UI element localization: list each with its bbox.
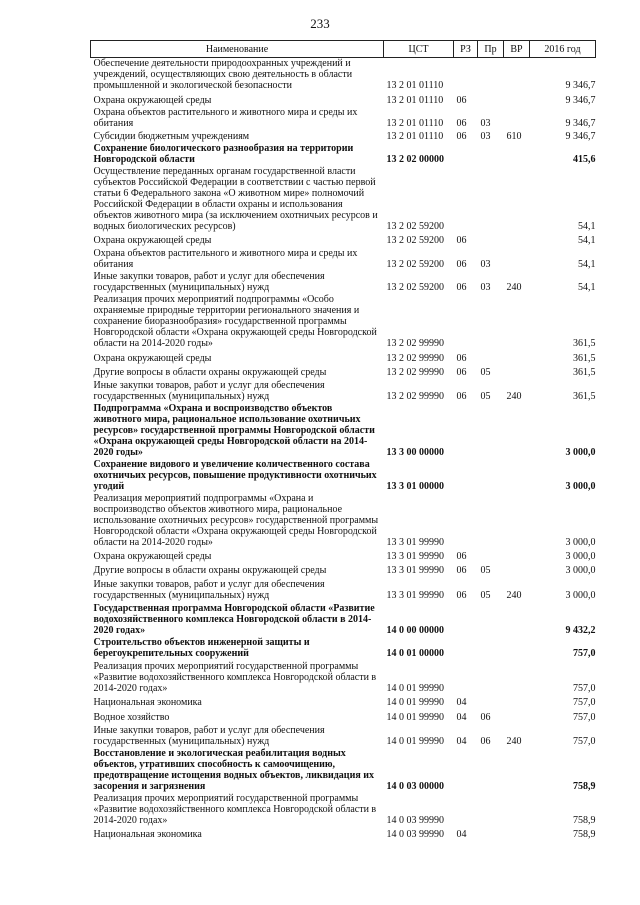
row-rz — [454, 637, 478, 660]
row-amount: 9 346,7 — [565, 95, 596, 106]
row-amount: 361,5 — [573, 367, 596, 378]
row-pr — [478, 58, 504, 93]
row-amount: 758,9 — [573, 815, 596, 826]
header-amount: 2016 год — [530, 41, 596, 58]
row-name: Сохранение биологического разнообразия на территории Новгородской области — [93, 143, 354, 165]
row-vr — [504, 166, 530, 233]
row-code: 13 3 01 99990 — [386, 590, 444, 601]
row-code: 14 0 03 99990 — [386, 815, 444, 826]
row-pr — [478, 459, 504, 493]
row-rz — [454, 459, 478, 493]
table-row — [91, 724, 596, 748]
row-vr — [504, 549, 530, 563]
row-code: 13 3 01 99990 — [386, 565, 444, 576]
row-name: Реализация прочих мероприятий подпрограммы «Особо охраняемые природные территории регионального значения и сохранение биоразнообразия» государственной программы Новгородской области «Охрана окружающей среды Новгородской области на 2014-2020 годы» — [93, 294, 377, 349]
row-pr: 06 — [480, 712, 491, 723]
row-pr — [478, 827, 504, 841]
row-pr — [478, 695, 504, 709]
table-row — [91, 233, 596, 247]
row-amount: 54,1 — [578, 235, 596, 246]
row-rz: 06 — [456, 131, 467, 142]
table-row — [91, 403, 596, 459]
row-pr — [478, 350, 504, 365]
row-rz — [454, 143, 478, 166]
row-rz: 04 — [456, 697, 467, 708]
row-pr: 05 — [480, 367, 491, 378]
row-name: Охрана объектов растительного и животного мира и среды их обитания — [93, 107, 358, 129]
row-amount: 361,5 — [573, 338, 596, 349]
table-row — [91, 577, 596, 602]
table-row — [91, 365, 596, 379]
row-rz — [454, 294, 478, 350]
row-vr — [504, 493, 530, 549]
table-row — [91, 695, 596, 709]
row-amount: 415,6 — [573, 154, 596, 165]
table-header-row — [91, 41, 596, 58]
row-rz — [454, 403, 478, 459]
row-vr — [504, 233, 530, 247]
row-code: 13 3 01 99990 — [386, 551, 444, 562]
row-amount: 9 346,7 — [565, 118, 596, 129]
row-rz: 06 — [456, 353, 467, 364]
row-pr: 03 — [480, 282, 491, 293]
row-vr — [504, 92, 530, 107]
row-name: Другие вопросы в области охраны окружающей среды — [93, 367, 327, 378]
table-row — [91, 793, 596, 827]
row-vr: 240 — [506, 736, 522, 747]
row-code: 14 0 01 99990 — [386, 736, 444, 747]
row-vr — [504, 143, 530, 166]
row-pr: 03 — [480, 131, 491, 142]
row-name: Реализация прочих мероприятий государственной программы «Развитие водохозяйственного комплекса Новгородской области в 2014-2020 годах» — [93, 661, 377, 694]
header-code: ЦСТ — [384, 41, 454, 58]
row-name: Охрана окружающей среды — [93, 551, 212, 562]
row-name: Иные закупки товаров, работ и услуг для обеспечения государственных (муниципальных) нужд — [93, 725, 325, 747]
row-code: 14 0 01 99990 — [386, 712, 444, 723]
row-code: 13 2 02 59200 — [386, 282, 444, 293]
row-pr — [478, 660, 504, 695]
row-amount: 9 346,7 — [565, 80, 596, 91]
row-code: 14 0 00 00000 — [386, 625, 444, 636]
row-code: 13 2 02 99990 — [386, 391, 444, 402]
row-rz — [454, 793, 478, 827]
row-vr — [504, 695, 530, 709]
row-vr: 240 — [506, 282, 522, 293]
row-pr — [478, 166, 504, 233]
row-pr — [478, 294, 504, 350]
table-row — [91, 459, 596, 493]
row-code: 13 3 01 99990 — [386, 537, 444, 548]
row-pr — [478, 233, 504, 247]
table-row — [91, 549, 596, 563]
row-name: Подпрограмма «Охрана и воспроизводство объектов животного мира, рациональное использование охотничьих ресурсов» государственной программы Новгородской области «Охрана окружающей среды Новгородской области на 2014-2020 годы» — [93, 403, 375, 458]
row-rz: 06 — [456, 282, 467, 293]
table-row — [91, 247, 596, 271]
row-code: 13 3 01 00000 — [386, 481, 444, 492]
table-row — [91, 294, 596, 350]
row-amount: 9 432,2 — [565, 625, 596, 636]
table-row — [91, 379, 596, 403]
row-code: 13 2 01 01110 — [386, 118, 444, 129]
row-code: 13 3 00 00000 — [386, 447, 444, 458]
table-row — [91, 271, 596, 294]
row-name: Водное хозяйство — [93, 712, 170, 723]
row-vr — [504, 563, 530, 577]
budget-table — [90, 40, 596, 841]
row-vr — [504, 107, 530, 130]
row-code: 14 0 01 00000 — [386, 648, 444, 659]
row-code: 13 2 02 00000 — [386, 154, 444, 165]
table-row — [91, 563, 596, 577]
row-name: Осуществление переданных органам государственной власти субъектов Российской Федерации в соответствии с частью первой статьи 6 Федерального закона «О животном мире» полномочий Российской Федерации в области охраны и использования объектов животного мира (за исключением охотничьих ресурсов и водных биологических ресурсов) — [93, 166, 378, 232]
row-name: Иные закупки товаров, работ и услуг для обеспечения государственных (муниципальных) нужд — [93, 579, 325, 601]
row-vr — [504, 709, 530, 724]
row-vr — [504, 793, 530, 827]
row-rz — [454, 493, 478, 549]
row-vr — [504, 294, 530, 350]
row-rz: 06 — [456, 235, 467, 246]
row-pr: 05 — [480, 391, 491, 402]
row-pr: 05 — [480, 590, 491, 601]
row-vr — [504, 602, 530, 637]
page-number: 233 — [310, 16, 330, 31]
row-rz: 04 — [456, 736, 467, 747]
row-amount: 757,0 — [573, 736, 596, 747]
table-row — [91, 143, 596, 166]
table-row — [91, 493, 596, 549]
row-code: 13 2 02 99990 — [386, 353, 444, 364]
row-name: Сохранение видового и увеличение количественного состава охотничьих ресурсов, повышение продуктивности охотничьих угодий — [93, 459, 377, 492]
row-name: Иные закупки товаров, работ и услуг для обеспечения государственных (муниципальных) нужд — [93, 271, 325, 293]
row-amount: 757,0 — [573, 683, 596, 694]
table-row — [91, 602, 596, 637]
row-rz: 06 — [456, 367, 467, 378]
row-vr — [504, 827, 530, 841]
row-amount: 758,9 — [573, 829, 596, 840]
table-body — [91, 58, 596, 842]
row-pr — [478, 143, 504, 166]
table-row — [91, 58, 596, 93]
row-code: 14 0 03 99990 — [386, 829, 444, 840]
row-pr: 03 — [480, 259, 491, 270]
row-code: 13 2 01 01110 — [386, 131, 444, 142]
row-rz — [454, 748, 478, 793]
row-code: 13 2 01 01110 — [386, 95, 444, 106]
row-name: Обеспечение деятельности природоохранных учреждений и учреждений, осуществляющих свою деятельность в области промышленной и экологической безопасности — [93, 58, 353, 91]
row-amount: 757,0 — [573, 697, 596, 708]
row-amount: 54,1 — [578, 259, 596, 270]
row-code: 14 0 01 99990 — [386, 683, 444, 694]
row-rz: 04 — [456, 712, 467, 723]
row-amount: 757,0 — [573, 712, 596, 723]
row-vr — [504, 459, 530, 493]
row-amount: 3 000,0 — [565, 565, 596, 576]
row-vr: 610 — [506, 131, 522, 142]
row-vr — [504, 58, 530, 93]
header-pr: Пр — [478, 41, 504, 58]
row-rz: 06 — [456, 590, 467, 601]
row-vr — [504, 403, 530, 459]
row-code: 13 2 02 59200 — [386, 221, 444, 232]
row-amount: 54,1 — [578, 282, 596, 293]
row-name: Охрана окружающей среды — [93, 353, 212, 364]
row-rz — [454, 660, 478, 695]
row-name: Охрана окружающей среды — [93, 235, 212, 246]
row-amount: 54,1 — [578, 221, 596, 232]
row-amount: 361,5 — [573, 391, 596, 402]
row-pr — [478, 637, 504, 660]
row-rz: 06 — [456, 259, 467, 270]
row-name: Реализация прочих мероприятий государственной программы «Развитие водохозяйственного комплекса Новгородской области в 2014-2020 годах» — [93, 793, 377, 826]
row-pr: 06 — [480, 736, 491, 747]
row-pr — [478, 602, 504, 637]
row-rz: 06 — [456, 118, 467, 129]
table-row — [91, 350, 596, 365]
row-name: Восстановление и экологическая реабилитация водных объектов, утративших способность к самоочищению, предотвращение истощения водных объектов, ликвидация их засорения и загрязнения — [93, 748, 375, 792]
row-rz: 06 — [456, 95, 467, 106]
row-pr: 03 — [480, 118, 491, 129]
row-pr — [478, 92, 504, 107]
row-name: Реализация мероприятий подпрограммы «Охрана и воспроизводство объектов животного мира, рациональное использование охотничьих ресурсов» государственной программы Новгородской области «Охрана окружающей среды Новгородской области на 2014-2020 годы» — [93, 493, 379, 548]
table-row — [91, 92, 596, 107]
row-amount: 3 000,0 — [565, 551, 596, 562]
table-row — [91, 660, 596, 695]
row-code: 14 0 03 00000 — [386, 781, 444, 792]
row-name: Строительство объектов инженерной защиты и берегоукрепительных сооружений — [93, 637, 310, 659]
row-code: 13 2 02 59200 — [386, 235, 444, 246]
row-name: Охрана окружающей среды — [93, 95, 212, 106]
row-vr — [504, 350, 530, 365]
row-amount: 3 000,0 — [565, 590, 596, 601]
table-row — [91, 709, 596, 724]
row-vr — [504, 365, 530, 379]
row-amount: 9 346,7 — [565, 131, 596, 142]
row-pr — [478, 549, 504, 563]
row-code: 13 2 01 01110 — [386, 80, 444, 91]
row-name: Другие вопросы в области охраны окружающей среды — [93, 565, 327, 576]
row-rz — [454, 58, 478, 93]
row-rz: 06 — [456, 551, 467, 562]
row-name: Охрана объектов растительного и животного мира и среды их обитания — [93, 248, 358, 270]
row-name: Национальная экономика — [93, 697, 202, 708]
row-vr: 240 — [506, 391, 522, 402]
row-amount: 3 000,0 — [565, 447, 596, 458]
row-pr: 05 — [480, 565, 491, 576]
table-row — [91, 827, 596, 841]
table-row — [91, 748, 596, 793]
row-vr — [504, 247, 530, 271]
row-name: Субсидии бюджетным учреждениям — [93, 131, 250, 142]
row-rz: 04 — [456, 829, 467, 840]
table-row — [91, 637, 596, 660]
row-rz: 06 — [456, 391, 467, 402]
row-amount: 3 000,0 — [565, 481, 596, 492]
header-vr: ВР — [504, 41, 530, 58]
row-name: Иные закупки товаров, работ и услуг для обеспечения государственных (муниципальных) нужд — [93, 380, 325, 402]
table-row — [91, 166, 596, 233]
row-rz — [454, 602, 478, 637]
row-vr — [504, 637, 530, 660]
row-pr — [478, 493, 504, 549]
row-code: 13 2 02 59200 — [386, 259, 444, 270]
row-code: 13 2 02 99990 — [386, 367, 444, 378]
row-amount: 3 000,0 — [565, 537, 596, 548]
row-name: Национальная экономика — [93, 829, 202, 840]
header-rz: РЗ — [454, 41, 478, 58]
row-amount: 758,9 — [573, 781, 596, 792]
row-pr — [478, 748, 504, 793]
row-amount: 757,0 — [573, 648, 596, 659]
header-name: Наименование — [91, 41, 384, 58]
row-pr — [478, 793, 504, 827]
row-rz: 06 — [456, 565, 467, 576]
row-amount: 361,5 — [573, 353, 596, 364]
row-code: 14 0 01 99990 — [386, 697, 444, 708]
row-rz — [454, 166, 478, 233]
row-name: Государственная программа Новгородской области «Развитие водохозяйственного комплекса Новгородской области в 2014-2020 годах» — [93, 603, 375, 636]
table-row — [91, 130, 596, 143]
row-code: 13 2 02 99990 — [386, 338, 444, 349]
table-row — [91, 107, 596, 130]
row-vr: 240 — [506, 590, 522, 601]
row-vr — [504, 748, 530, 793]
row-vr — [504, 660, 530, 695]
row-pr — [478, 403, 504, 459]
